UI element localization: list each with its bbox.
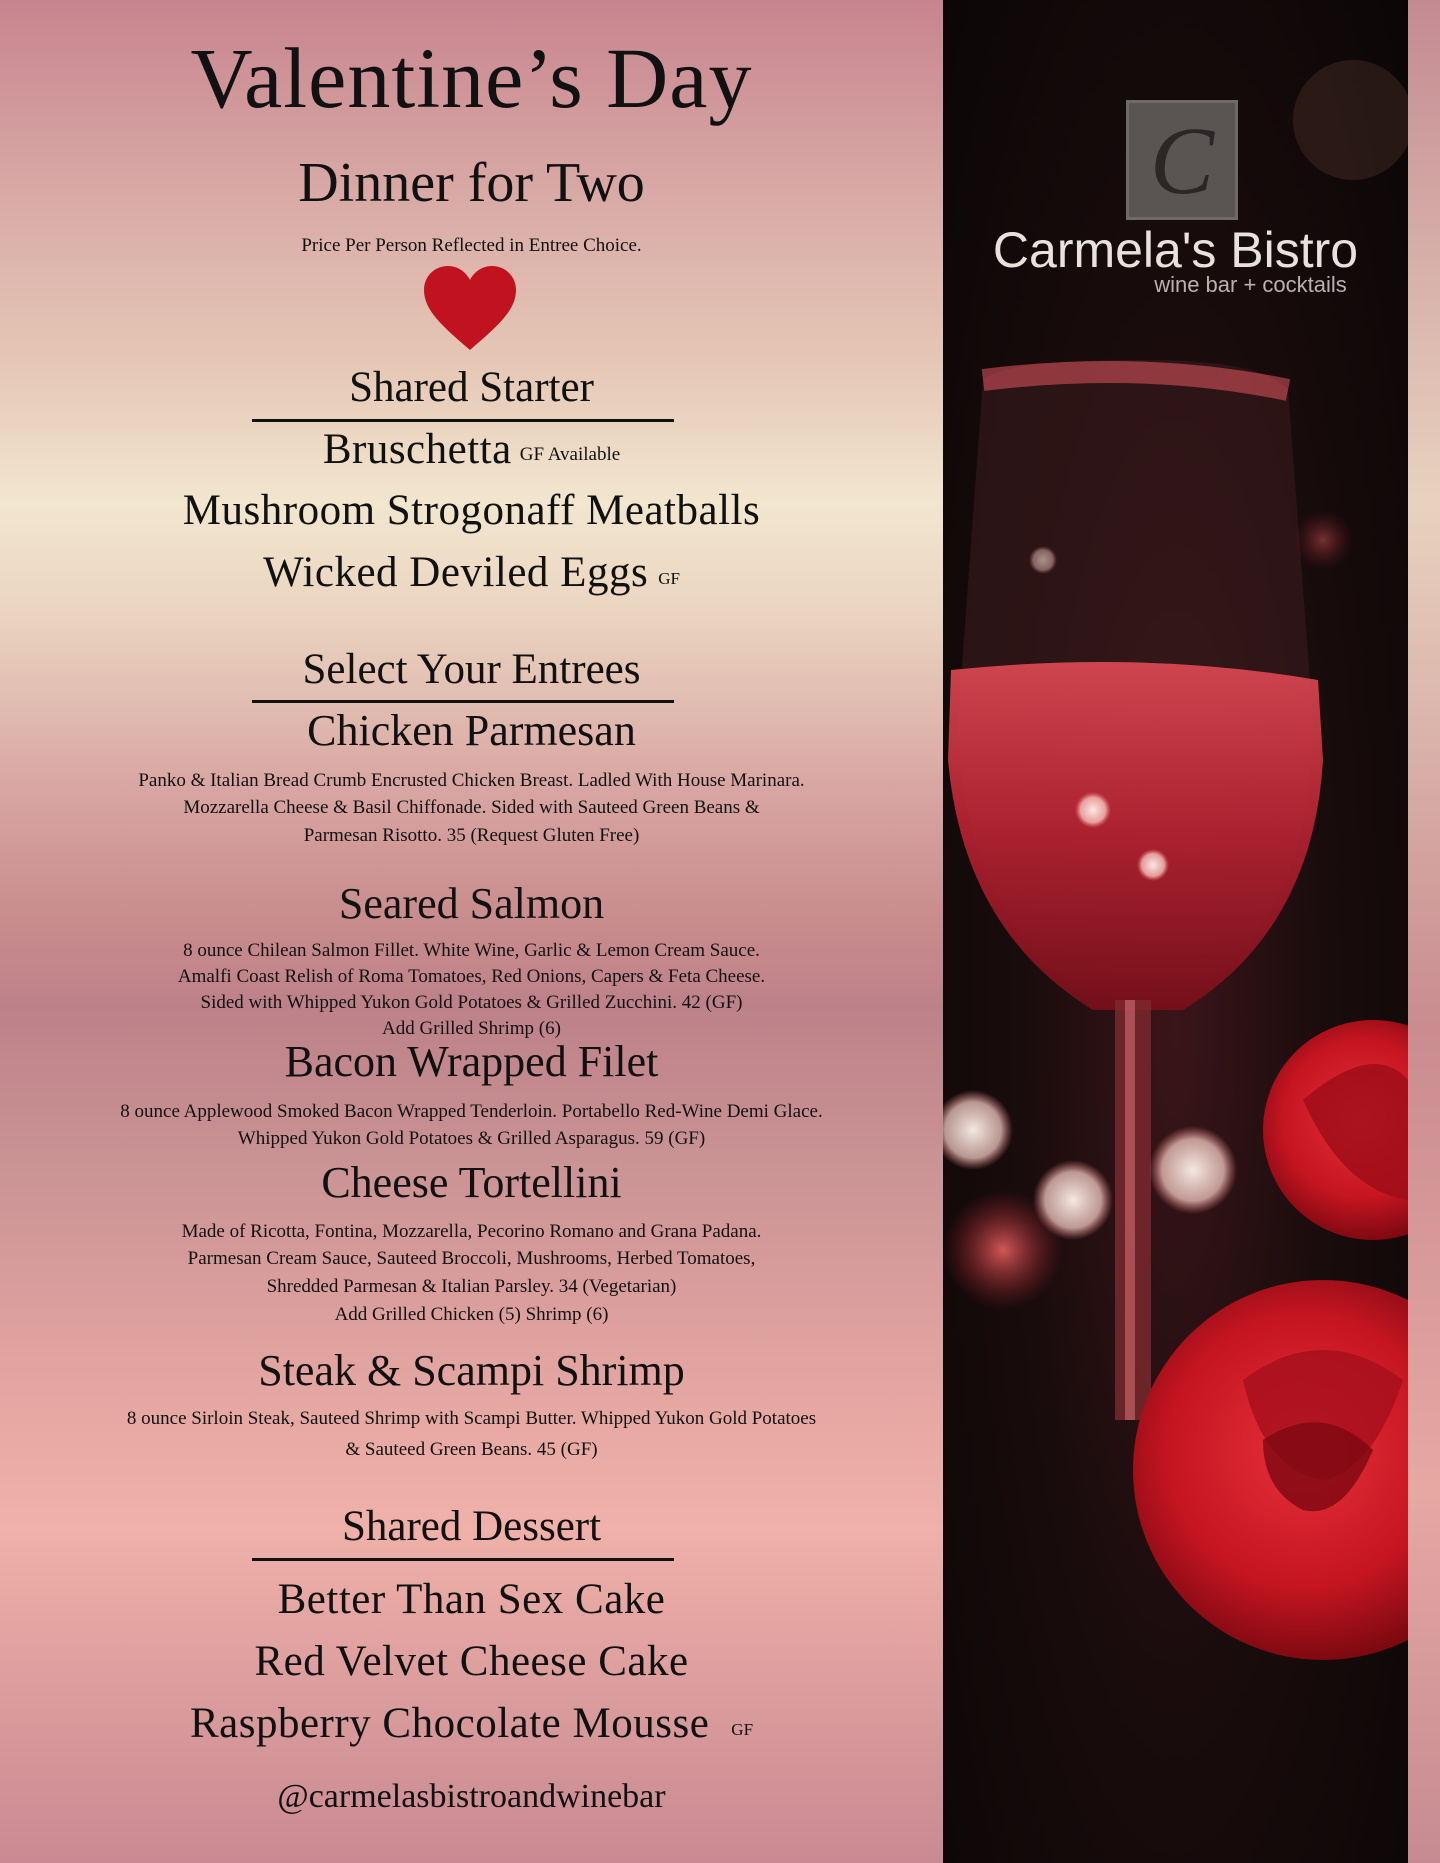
entree-desc-line: Add Grilled Shrimp (6) xyxy=(382,1018,561,1039)
entree-title: Seared Salmon xyxy=(338,879,605,928)
entree-desc-line: Mozzarella Cheese & Basil Chiffonade. Sided with Sauteed Green Beans & xyxy=(183,797,760,818)
entree-title: Chicken Parmesan xyxy=(307,706,636,755)
dessert-heading: Shared Dessert xyxy=(341,1503,602,1550)
entree-desc-line: Shredded Parmesan & Italian Parsley. 34 (Vegetarian) xyxy=(266,1276,677,1297)
brand-tagline: wine bar + cocktails xyxy=(1154,272,1347,297)
brand-logo xyxy=(1126,100,1238,220)
entree-desc-line: Add Grilled Chicken (5) Shrimp (6) xyxy=(334,1304,609,1325)
entree-desc-line: 8 ounce Applewood Smoked Bacon Wrapped Tenderloin. Portabello Red-Wine Demi Glace. xyxy=(120,1101,823,1122)
entree-desc-line: Parmesan Risotto. 35 (Request Gluten Free) xyxy=(303,825,640,846)
entrees-rule xyxy=(252,700,674,703)
dessert-item: Better Than Sex Cake xyxy=(277,1576,666,1623)
heart-icon xyxy=(422,264,518,352)
dessert-item: Raspberry Chocolate Mousse GF xyxy=(189,1700,754,1747)
entree-title: Cheese Tortellini xyxy=(321,1158,622,1207)
item-tag: GF xyxy=(731,1720,754,1739)
entree-desc-line: Panko & Italian Bread Crumb Encrusted Chicken Breast. Ladled With House Marinara. xyxy=(138,770,805,791)
entree-desc-line: Made of Ricotta, Fontina, Mozzarella, Pecorino Romano and Grana Padana. xyxy=(181,1221,762,1242)
starter-item: Mushroom Strogonaff Meatballs xyxy=(182,487,761,534)
page-subtitle: Dinner for Two xyxy=(298,152,645,214)
entree-desc-line: 8 ounce Chilean Salmon Fillet. White Wine, Garlic & Lemon Cream Sauce. xyxy=(183,940,760,961)
entree-desc-line: Parmesan Cream Sauce, Sauteed Broccoli, Mushrooms, Herbed Tomatoes, xyxy=(187,1248,756,1269)
dessert-item: Red Velvet Cheese Cake xyxy=(254,1638,689,1685)
entree-title: Steak & Scampi Shrimp xyxy=(258,1346,685,1395)
item-tag: GF xyxy=(658,569,680,588)
entree-desc-line: Amalfi Coast Relish of Roma Tomatoes, Red Onions, Capers & Feta Cheese. xyxy=(177,966,766,987)
entree-title: Bacon Wrapped Filet xyxy=(284,1037,659,1086)
entrees-heading: Select Your Entrees xyxy=(302,646,641,693)
social-handle: @carmelasbistroandwinebar xyxy=(277,1778,666,1815)
entree-desc-line: Whipped Yukon Gold Potatoes & Grilled Asparagus. 59 (GF) xyxy=(237,1128,706,1149)
starter-rule xyxy=(252,419,674,422)
entree-desc-line: Sided with Whipped Yukon Gold Potatoes & Grilled Zucchini. 42 (GF) xyxy=(200,992,743,1013)
item-tag: GF Available xyxy=(519,444,621,465)
entree-desc-line: & Sauteed Green Beans. 45 (GF) xyxy=(345,1439,598,1460)
starter-item: Bruschetta GF Available xyxy=(322,426,621,473)
brand-logo-letter: C xyxy=(1149,107,1215,214)
entree-desc-line: 8 ounce Sirloin Steak, Sauteed Shrimp with Scampi Butter. Whipped Yukon Gold Potatoes xyxy=(126,1408,817,1429)
price-note: Price Per Person Reflected in Entree Choice. xyxy=(301,235,642,256)
brand-name: Carmela's Bistro xyxy=(992,222,1359,278)
starter-heading: Shared Starter xyxy=(349,364,594,411)
right-border-stripe xyxy=(1408,0,1440,1863)
dessert-rule xyxy=(252,1558,674,1561)
starter-item: Wicked Deviled Eggs GF xyxy=(263,549,680,596)
page-title: Valentine’s Day xyxy=(190,30,753,126)
